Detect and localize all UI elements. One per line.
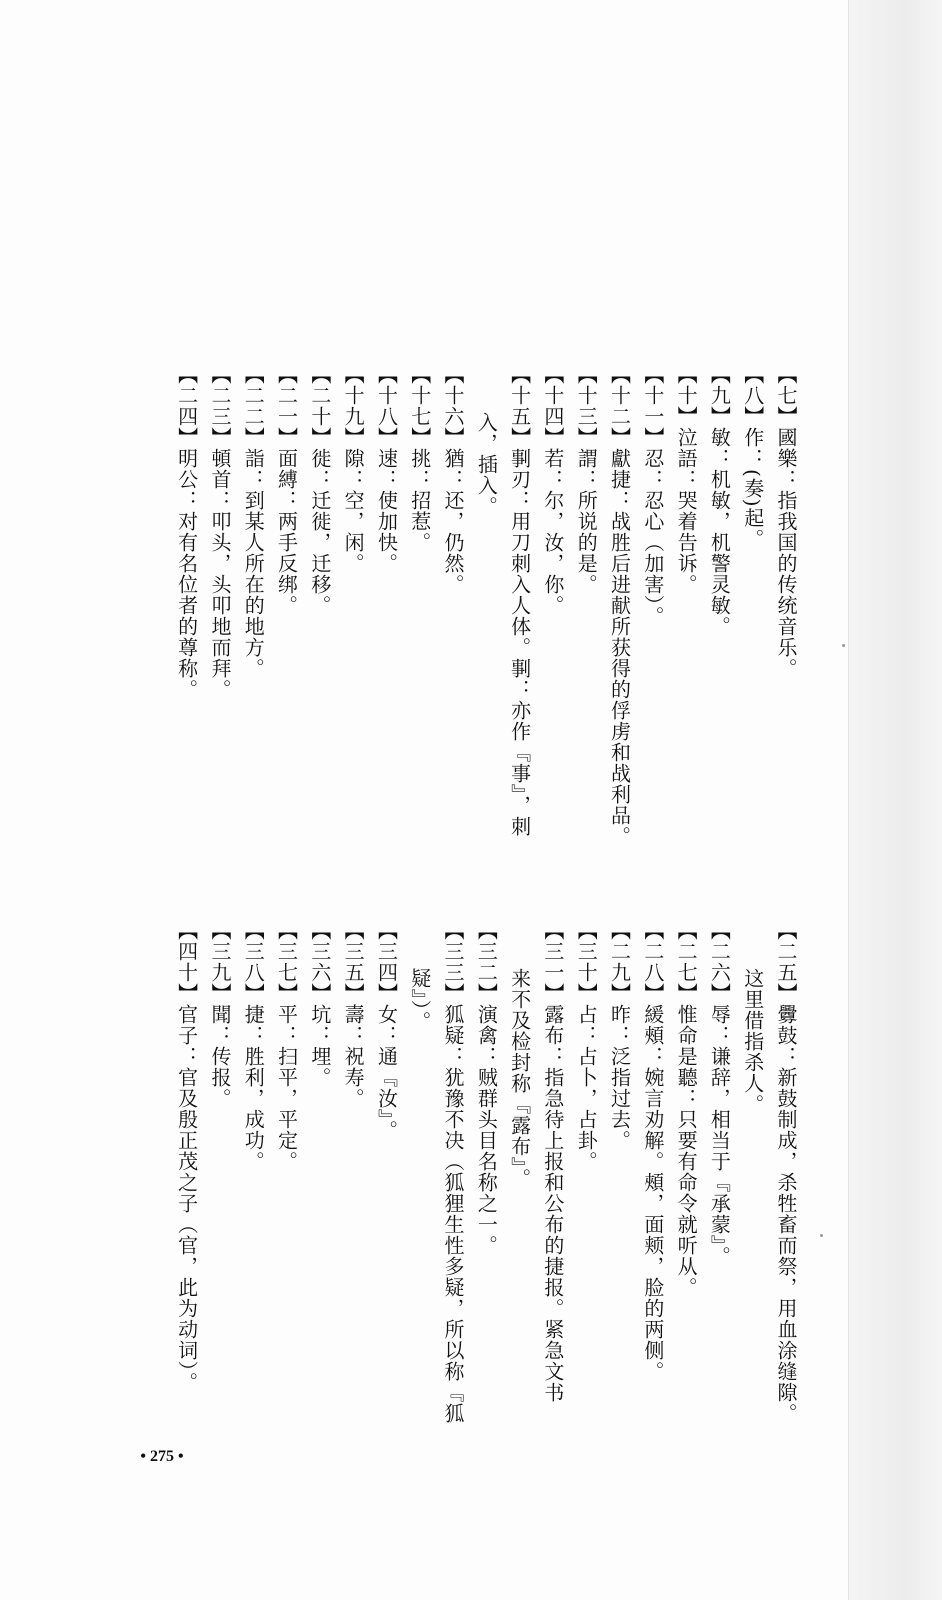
page-gutter <box>848 0 942 1600</box>
note-15: 【十五】剚刃：用刀刺入人体。剚：亦作『事』，刺 <box>507 364 532 837</box>
paper-speck <box>820 1234 823 1237</box>
note-11: 【十一】忍：忍心（加害）。 <box>640 364 665 627</box>
annotation-block-upper <box>162 364 802 847</box>
note-30: 【三十】占：占卜，占卦。 <box>574 920 599 1172</box>
note-24: 【二四】明公：对有名位者的尊称。 <box>174 364 199 700</box>
note-38: 【三八】捷：胜利，成功。 <box>241 920 266 1172</box>
note-9: 【九】敏：机敏，机警灵敏。 <box>707 364 732 637</box>
note-18: 【十八】速：使加快。 <box>374 364 399 574</box>
note-14: 【十四】若：尔，汝，你。 <box>540 364 565 616</box>
note-22: 【二二】詣：到某人所在的地方。 <box>241 364 266 679</box>
note-34: 【三四】女：通『汝』。 <box>374 920 399 1141</box>
note-25: 【二五】釁鼓：新鼓制成，杀牲畜而祭，用血涂缝隙。 <box>774 920 798 1424</box>
note-13: 【十三】謂：所说的是。 <box>574 364 599 595</box>
note-33-continued: 疑』）。 <box>407 968 432 1032</box>
note-27: 【二七】惟命是聽：只要有命令就听从。 <box>674 920 699 1298</box>
annotation-block-lower <box>162 920 802 1424</box>
note-40: 【四十】官子：官及殷正茂之子（官，此为动词）。 <box>174 920 199 1393</box>
note-8: 【八】作：(奏)起。 <box>740 364 765 550</box>
note-31: 【三一】露布：指急待上报和公布的捷报。紧急文书 <box>540 920 565 1403</box>
note-23: 【二三】頓首：叩头，头叩地而拜。 <box>207 364 232 700</box>
note-16: 【十六】猶：还，仍然。 <box>441 364 466 595</box>
note-26: 【二六】辱：谦辞，相当于『承蒙』。 <box>707 920 732 1267</box>
paper-speck <box>842 644 845 647</box>
note-20: 【二十】徙：迁徙，迁移。 <box>307 364 332 616</box>
note-32: 【三二】演禽：贼群头目名称之一。 <box>474 920 499 1256</box>
note-17: 【十七】挑：招惹。 <box>407 364 432 553</box>
note-33: 【三三】狐疑：犹豫不决（狐狸生性多疑，所以称『狐 <box>441 920 466 1424</box>
note-12: 【十二】獻捷：战胜后进献所获得的俘虏和战利品。 <box>607 364 632 847</box>
note-39: 【三九】聞：传报。 <box>207 920 232 1109</box>
note-19: 【十九】隙：空，闲。 <box>341 364 366 574</box>
note-21: 【二一】面縛：两手反绑。 <box>274 364 299 616</box>
page-number: • 275 • <box>140 1448 184 1465</box>
note-10: 【十】泣語：哭着告诉。 <box>674 364 699 595</box>
note-36: 【三六】坑：埋。 <box>307 920 332 1088</box>
note-35: 【三五】壽：祝寿。 <box>341 920 366 1109</box>
note-15-continued: 入，插入。 <box>474 412 499 517</box>
note-25-continued: 这里借指杀人。 <box>740 968 765 1115</box>
note-28: 【二八】緩頰：婉言劝解。頰，面颊，脸的两侧。 <box>640 920 665 1382</box>
note-37: 【三七】平：扫平，平定。 <box>274 920 299 1172</box>
note-31-continued: 来不及检封称『露布』。 <box>507 968 532 1189</box>
note-29: 【二九】昨：泛指过去。 <box>607 920 632 1151</box>
note-7: 【七】國樂：指我国的传统音乐。 <box>774 364 798 679</box>
